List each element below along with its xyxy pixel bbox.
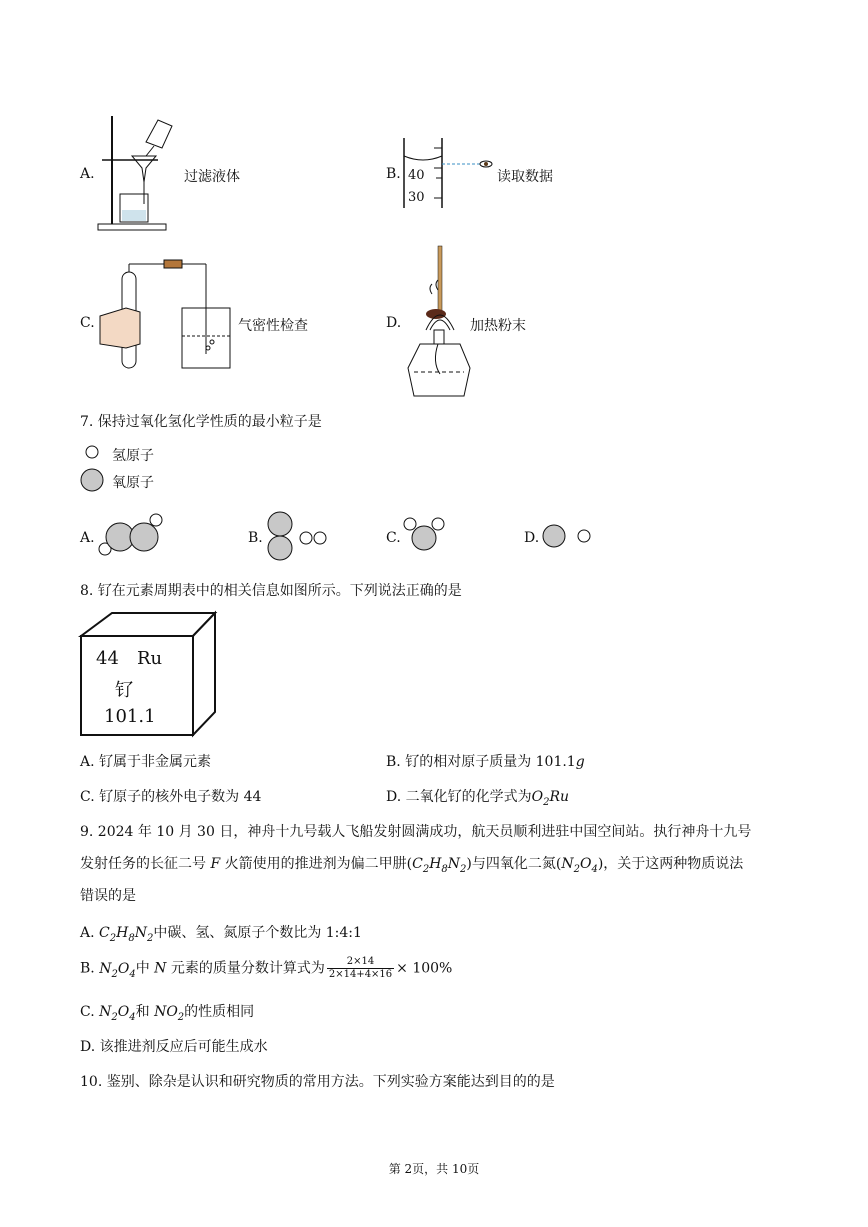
element-name: 钌 [115, 680, 133, 701]
option-b-letter: B. [386, 166, 401, 182]
q9-option-a-letter: A. [80, 925, 100, 941]
cylinder-scale-40: 40 [408, 168, 425, 183]
option-d-letter: D. [386, 315, 402, 331]
q8-option-d-text: D. 二氧化钌的化学式为 [386, 789, 532, 805]
option-a-letter: A. [80, 166, 95, 182]
option-b-label: 读取数据 [497, 169, 553, 185]
cylinder-scale-30: 30 [408, 190, 425, 205]
option-c-label: 气密性检查 [238, 318, 308, 334]
q7-option-a-letter: A. [80, 530, 95, 546]
q8-option-a: A. 钌属于非金属元素 [80, 754, 212, 770]
q9-option-c-letter: C. [80, 1004, 100, 1020]
legend-oxygen-label: 氧原子 [112, 475, 154, 491]
q9-line2-a: 发射任务的长征二号 [80, 856, 211, 872]
airtightness-check-figure [96, 264, 246, 372]
q8-option-b [386, 751, 585, 771]
option-d-label: 加热粉末 [470, 318, 526, 334]
q9-line2-b: 火箭使用的推进剂为偏二甲肼( [220, 856, 413, 872]
q9-line2-d: )，关于这两种物质说法 [597, 856, 744, 872]
q7-option-d-letter: D. [524, 530, 540, 546]
q9-option-a: A. $C_2H_8N_2$中碳、氢、氮原子个数比为 1:4:1 [80, 925, 362, 944]
fraction-denominator: 2×14+4×16 [328, 969, 393, 980]
q8-option-b-unit: g [575, 754, 585, 770]
q8-stem: 8. 钌在元素周期表中的相关信息如图所示。下列说法正确的是 [80, 583, 462, 599]
option-a-label: 过滤液体 [184, 169, 240, 185]
q9-stem-line3: 错误的是 [80, 888, 136, 904]
q7-option-a-molecule [96, 512, 166, 562]
q9-option-b-text: 元素的质量分数计算式为 [166, 960, 325, 977]
q7-option-b-letter: B. [248, 530, 263, 546]
q8-option-b-text: B. 钌的相对原子质量为 101.1 [386, 754, 576, 770]
q9-line2-f: F [210, 856, 221, 872]
option-c-letter: C. [80, 315, 95, 331]
alcohol-lamp-figure [404, 246, 474, 396]
q9-line2-c: )与四氧化二氮( [466, 856, 562, 872]
q7-option-b-molecule [264, 512, 334, 564]
q9-option-d: D. 该推进剂反应后可能生成水 [80, 1039, 268, 1055]
q9-stem-line1: 9. 2024 年 10 月 30 日，神舟十九号载人飞船发射圆满成功，航天员顺利进驻中国空间站。执行神舟十九号 [80, 824, 752, 840]
q9-option-b-n: N [154, 960, 167, 977]
q8-option-d-formula-ru: Ru [549, 789, 570, 805]
q9-option-c-mid: 和 [135, 1004, 155, 1020]
q8-option-d-formula-sub: 2 [543, 796, 550, 808]
q9-option-a-text: 中碳、氢、氮原子个数比为 1:4:1 [153, 925, 362, 941]
mass-fraction-formula [327, 956, 394, 981]
page-footer: 第 2页，共 10页 [388, 1162, 480, 1176]
q8-option-d [386, 786, 569, 808]
q7-option-c-molecule [400, 514, 450, 554]
legend-hydrogen-icon [85, 445, 101, 461]
legend-hydrogen-label: 氢原子 [112, 448, 154, 464]
q9-option-b-mid: 中 [135, 960, 155, 977]
q9-option-c: C. $N_2O_4$和 $NO_2$的性质相同 [80, 1004, 255, 1023]
q9-stem-line2: 发射任务的长征二号 F 火箭使用的推进剂为偏二甲肼$(C_2H_8N_2)$与四氧化二氮$(N_2O_4)$，关于这两种物质说法 [80, 856, 744, 875]
q7-option-d-molecule [542, 524, 598, 552]
q8-option-d-formula-o: O [531, 789, 544, 805]
element-atomic-number: 44 [96, 648, 119, 669]
element-atomic-mass: 101.1 [104, 706, 156, 727]
q9-option-c-text: 的性质相同 [184, 1004, 255, 1020]
q9-option-b-letter: B. [80, 960, 100, 977]
filtration-apparatus-figure [96, 112, 186, 234]
q7-stem: 7. 保持过氧化氢化学性质的最小粒子是 [80, 414, 322, 430]
element-symbol: Ru [137, 648, 163, 669]
legend-oxygen-icon [80, 468, 106, 494]
q7-option-c-letter: C. [386, 530, 401, 546]
q9-option-b-tail: × 100% [396, 960, 453, 977]
fraction-numerator: 2×14 [327, 956, 394, 969]
q9-option-b: B. $N_2O_4$中 N 元素的质量分数计算式为 $\frac{2\times 14}{2\times 14+4\times 16}$ × 100% [80, 956, 453, 980]
q10-stem: 10. 鉴别、除杂是认识和研究物质的常用方法。下列实验方案能达到目的的是 [80, 1074, 555, 1090]
q8-option-c: C. 钌原子的核外电子数为 44 [80, 789, 262, 805]
